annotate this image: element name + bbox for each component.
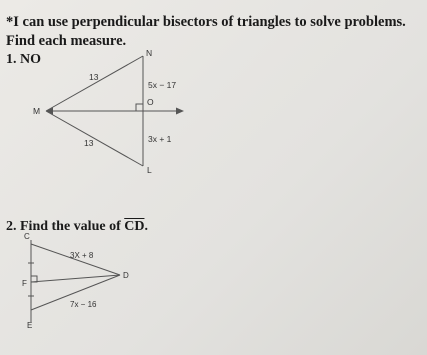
perpendicular-fd xyxy=(31,275,120,282)
problem-1-number: 1. xyxy=(6,52,17,67)
vertex-d-label: D xyxy=(123,271,129,280)
vertex-n-label: N xyxy=(146,48,153,58)
problem-1-target: NO xyxy=(20,52,41,67)
seg-no-label: 5x − 17 xyxy=(148,80,177,90)
problem-2-suffix: . xyxy=(144,219,148,234)
learning-objective: *I can use perpendicular bisectors of triangles to solve problems. xyxy=(6,14,406,30)
seg-ed-label: 7x − 16 xyxy=(70,300,97,309)
vertex-m-label: M xyxy=(33,106,41,116)
problem-2-prompt: 2. Find the value of xyxy=(6,219,125,234)
seg-cd-label: 3X + 8 xyxy=(70,251,94,260)
instruction-text: Find each measure. xyxy=(6,33,127,49)
side-ml-label: 13 xyxy=(84,138,94,148)
vertex-l-label: L xyxy=(147,165,152,175)
side-mn-label: 13 xyxy=(89,72,99,82)
vertex-o-label: O xyxy=(147,97,154,107)
seg-ol-label: 3x + 1 xyxy=(148,134,172,144)
vertex-c-label: C xyxy=(24,232,30,241)
problem-2-segment: $\overline{CD}$ xyxy=(124,219,145,234)
vertex-f-label: F xyxy=(22,279,27,288)
vertex-e-label: E xyxy=(27,321,33,330)
